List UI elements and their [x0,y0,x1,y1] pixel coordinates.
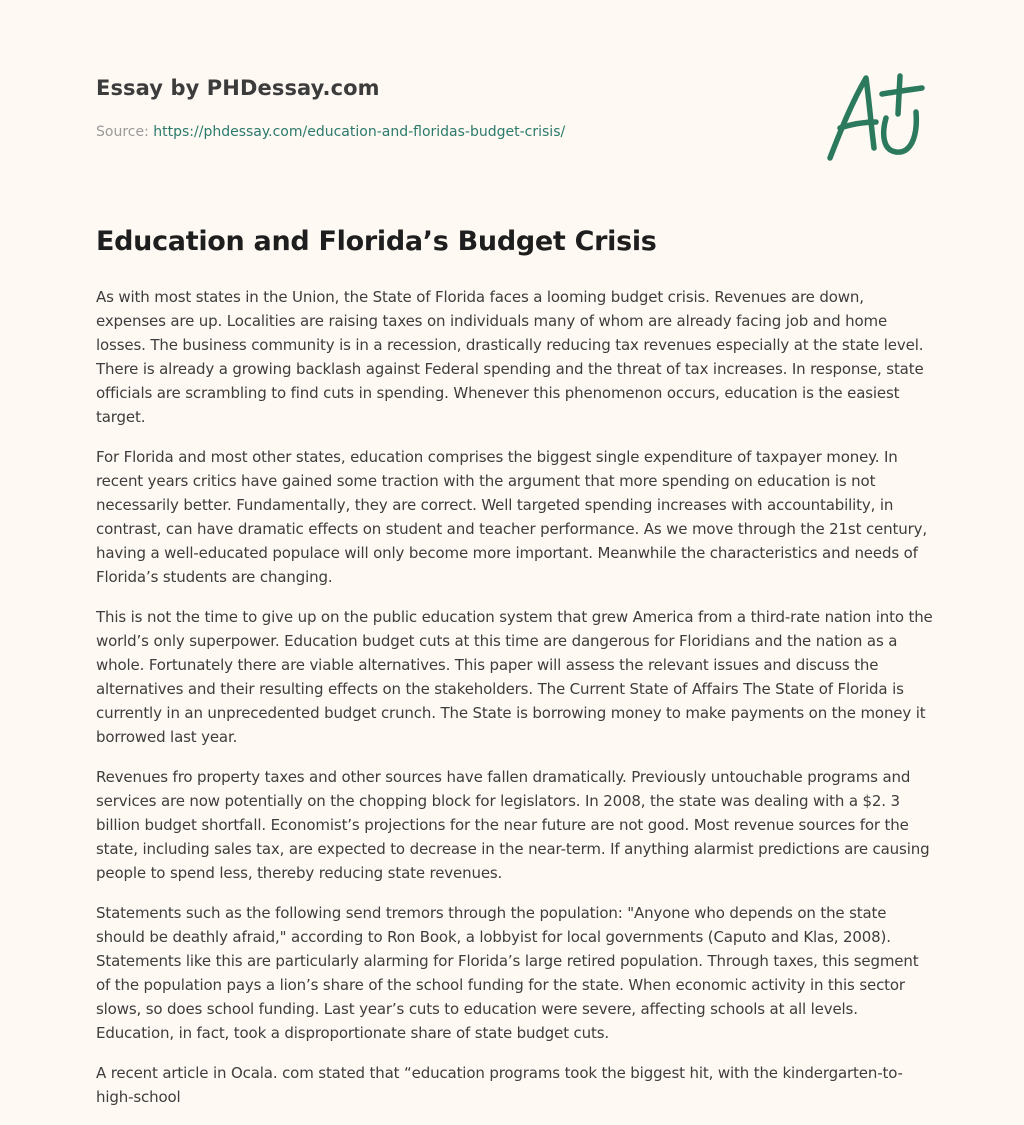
source-label: Source: [96,124,149,140]
essay-paragraph: For Florida and most other states, education comprises the biggest single expenditure of taxpayer money. In recent years critics have gained some traction with the argument that more spending on education is not necessarily better. Fundamentally, they are correct. Well targeted spending increases with accountability, in contrast, can have dramatic effects on student and teacher performance. As we move through the 21st century, having a well-educated populace will only become more important. Meanwhile the characteristics and needs of Florida’s students are changing. [96,448,927,586]
essay-paragraph: This is not the time to give up on the public education system that grew America from a third-rate nation into the world’s only superpower. Education budget cuts at this time are dangerous for Floridians and the nation as a whole. Fortunately there are viable alternatives. This paper will assess the relevant issues and discuss the alternatives and their resulting effects on the stakeholders. The Current State of Affairs The State of Florida is currently in an unprecedented budget crunch. The State is borrowing money to make payments on the money it borrowed last year. [96,608,933,746]
essay-body [96,285,934,1125]
essay-header [96,76,656,140]
a-plus-logo-icon [818,66,930,170]
essay-paragraph: As with most states in the Union, the State of Florida faces a looming budget crisis. Revenues are down, expenses are up. Localities are raising taxes on individuals many of whom are already facing job and home losses. The business community is in a recession, drastically reducing tax revenues especially at the state level. There is already a growing backlash against Federal spending and the threat of tax increases. In response, state officials are scrambling to find cuts in spending. Whenever this phenomenon occurs, education is the easiest target. [96,288,924,426]
source-line [96,124,656,140]
essay-paragraph: Statements such as the following send tremors through the population: "Anyone who depends on the state should be deathly afraid," according to Ron Book, a lobbyist for local governments (Caputo and Klas, 2008). Statements like this are particularly alarming for Florida’s large retired population. Through taxes, this segment of the population pays a lion’s share of the school funding for the state. When economic activity in this sector slows, so does school funding. Last year’s cuts to education were severe, affecting schools at all levels. Education, in fact, took a disproportionate share of state budget cuts. [96,904,919,1042]
essay-paragraph: A recent article in Ocala. com stated that “education programs took the biggest hit, with the kindergarten-to-high-school [96,1064,903,1106]
essay-title: Education and Florida’s Budget Crisis [96,226,657,257]
site-brand: Essay by PHDessay.com [96,76,380,100]
essay-paragraph: Revenues fro property taxes and other sources have fallen dramatically. Previously untouchable programs and services are now potentially on the chopping block for legislators. In 2008, the state was dealing with a $2. 3 billion budget shortfall. Economist’s projections for the near future are not good. Most revenue sources for the state, including sales tax, are expected to decrease in the near-term. If anything alarmist predictions are causing people to spend less, thereby reducing state revenues. [96,768,930,882]
source-link[interactable]: https://phdessay.com/education-and-floridas-budget-crisis/ [153,124,566,140]
